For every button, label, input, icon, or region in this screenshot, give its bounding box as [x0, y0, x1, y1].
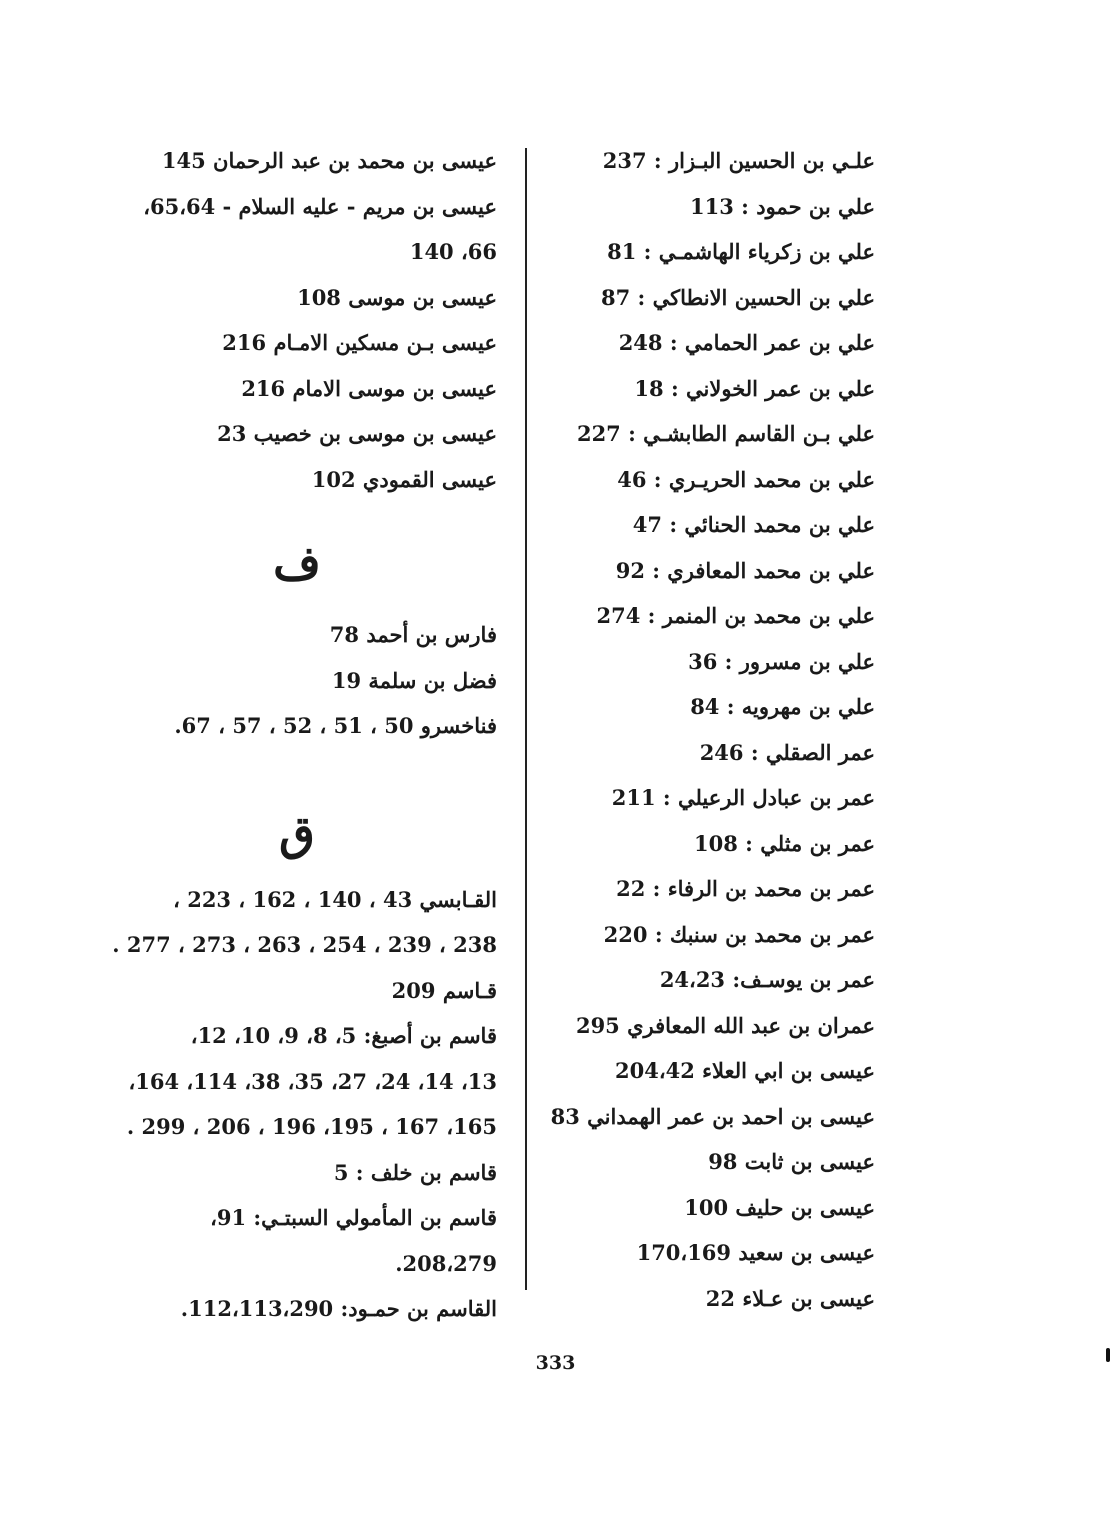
index-entry: علي بن الحسين الانطاكي : 87 — [601, 284, 875, 310]
section-letter-qaf: ق — [279, 805, 315, 860]
index-entry: قاسم بن أصبغ: 5، 8، 9، 10، 12، — [190, 1023, 497, 1048]
index-entry: علي بن حمود : 113 — [690, 193, 875, 219]
index-entry: عمر بن محمد بن سنبك : 220 — [603, 921, 875, 947]
index-entry: القـابسي 43 ، 140 ، 162 ، 223 ، — [173, 886, 497, 912]
index-entry: عيسى بن ابي العلاء 204،42 — [615, 1058, 875, 1083]
index-entry: 66، 140 — [409, 239, 497, 264]
index-entry: قاسم بن خلف : 5 — [333, 1159, 497, 1185]
index-entry: عيسى بن موسى 108 — [297, 284, 497, 310]
index-entry: قـاسم 209 — [391, 977, 497, 1003]
index-entry: علي بن محمد بن المنمر : 274 — [596, 603, 875, 628]
index-entry: عيسى بن مريم - عليه السلام - 65،64، — [143, 193, 497, 219]
index-entry: 13، 14، 24، 27، 35، 38، 114، 164، — [128, 1068, 497, 1094]
column-divider — [525, 148, 527, 1290]
index-entry: عمر الصقلي : 246 — [699, 739, 875, 765]
index-entry: القاسم بن حمـود: 112،113،290. — [180, 1296, 497, 1321]
index-entry: علي بـن القاسم الطابشـي : 227 — [576, 421, 875, 446]
index-entry: قاسم بن المأمولي السبتـي: 91، — [210, 1205, 497, 1230]
index-entry: علـي بن الحسين البـزار : 237 — [602, 148, 875, 173]
index-entry: علي بن عمر الحمامي : 248 — [618, 330, 875, 355]
index-entry: عيسى بن حليف 100 — [684, 1194, 875, 1220]
index-entry: علي بن زكرياء الهاشمـي : 81 — [607, 239, 875, 264]
index-entry: علي بن مهرويه : 84 — [690, 694, 875, 719]
index-entry: فارس بن أحمد 78 — [329, 622, 497, 647]
index-entry: عيسى بن سعيد 170،169 — [636, 1240, 875, 1265]
index-column-left — [97, 138, 497, 1332]
index-entry: عيسى بـن مسكين الامـام 216 — [222, 330, 497, 355]
index-entry: علي بن مسرور : 36 — [688, 648, 875, 674]
page-number: 333 — [535, 1352, 576, 1374]
index-column-right — [545, 138, 875, 1321]
index-entry: علي بن عمر الخولاني : 18 — [634, 375, 875, 401]
index-entry: عمر بن مثلي : 108 — [694, 830, 875, 856]
index-entry: عيسى بن احمد بن عمر الهمداني 83 — [550, 1103, 875, 1129]
index-entry: 238 ، 239 ، 254 ، 263 ، 273 ، 277 . — [112, 932, 497, 957]
edge-mark — [1106, 1348, 1110, 1362]
index-entry: فناخسرو 50 ، 51 ، 52 ، 57 ، 67. — [174, 713, 497, 738]
index-entry: علي بن محمد المعافري : 92 — [615, 557, 875, 583]
index-entry: عيسى بن ثابت 98 — [708, 1149, 875, 1174]
index-entry: عيسى بن موسى بن خصيب 23 — [217, 421, 497, 446]
index-entry: عمر بن عبادل الرعيلي : 211 — [611, 785, 875, 810]
index-entry: عمران بن عبد الله المعافري 295 — [575, 1012, 875, 1038]
index-entry: عيسى بن عـلاء 22 — [705, 1285, 875, 1311]
index-entry: علي بن محمد الحريـري : 46 — [617, 466, 875, 492]
index-entry: عمر بن محمد بن الرفاء : 22 — [616, 876, 875, 901]
index-entry: فضل بن سلمة 19 — [331, 667, 497, 693]
index-entry: عيسى بن محمد بن عبد الرحمان 145 — [161, 148, 497, 173]
index-entry: 208،279. — [395, 1250, 497, 1276]
section-letter-fa: ف — [273, 536, 321, 590]
index-entry: عيسى بن موسى الامام 216 — [241, 375, 497, 401]
index-entry: عمر بن يوسـف: 24،23 — [659, 967, 875, 992]
index-entry: علي بن محمد الحنائي : 47 — [632, 512, 875, 537]
index-entry: 165، 167 ، 195، 196 ، 206 ، 299 . — [126, 1114, 497, 1139]
index-entry: عيسى القمودي 102 — [311, 466, 497, 492]
